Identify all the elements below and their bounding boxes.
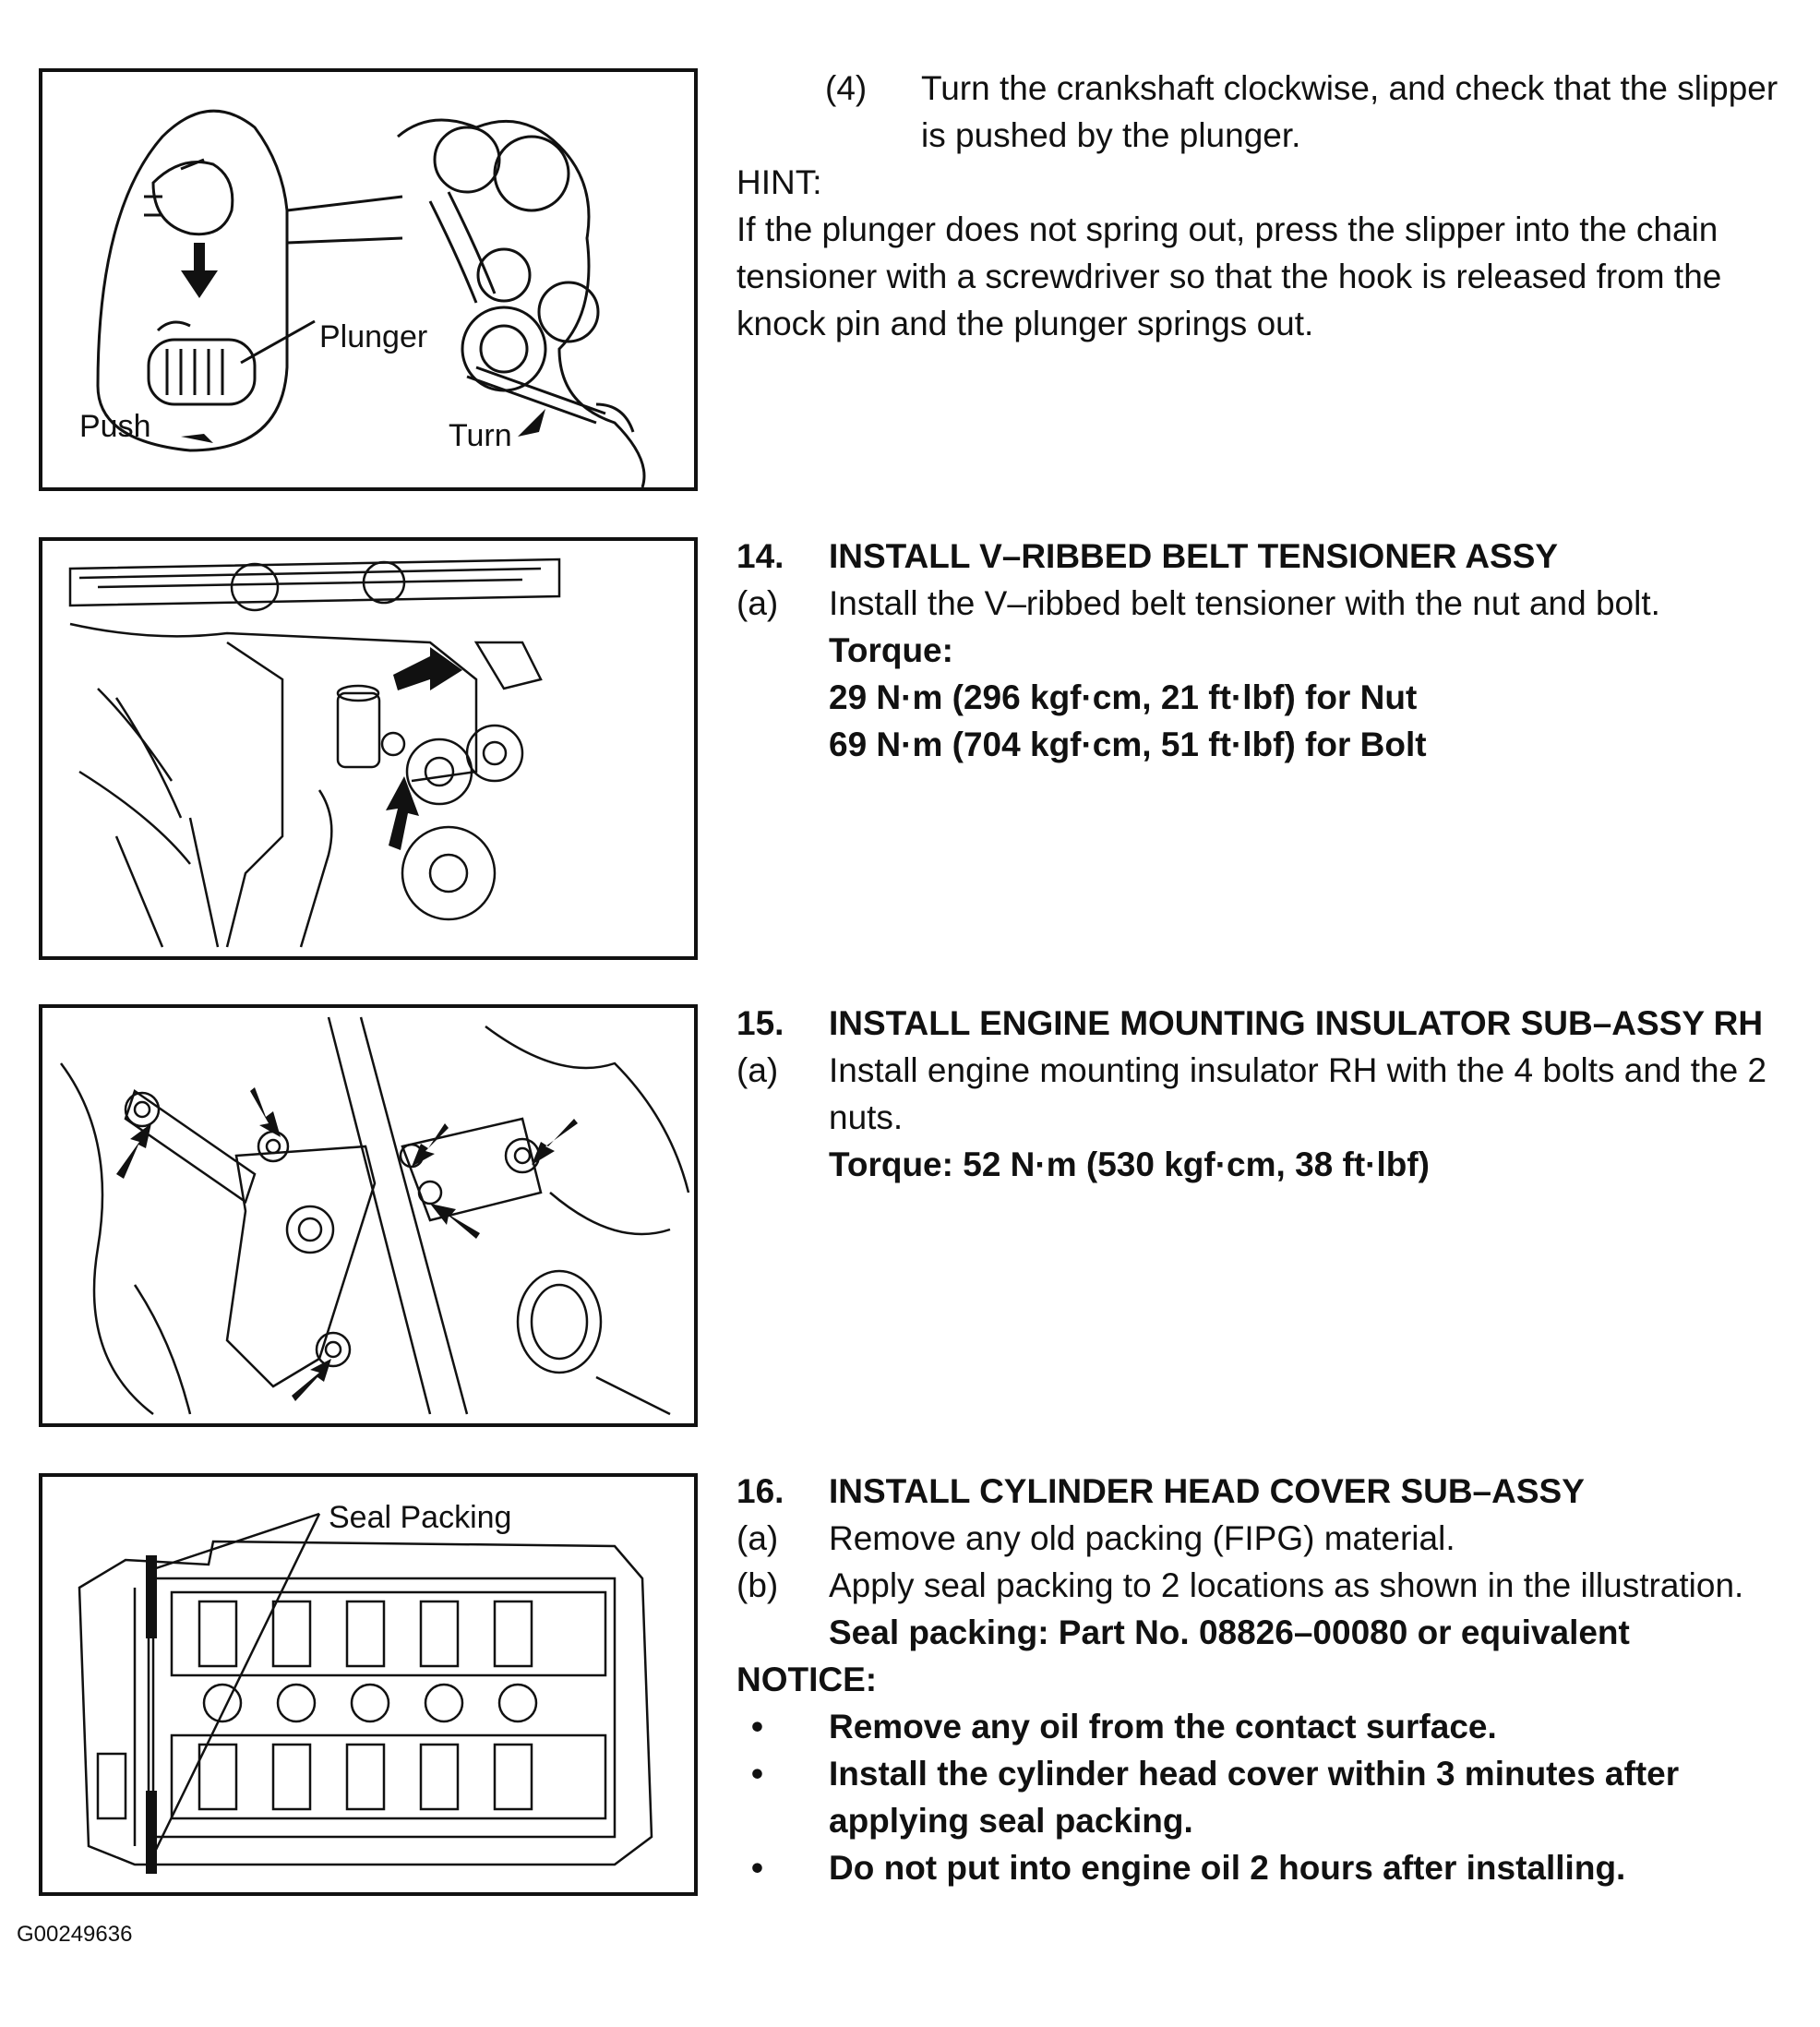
notice-bullet-3: • (751, 1849, 763, 1887)
section-15-title: INSTALL ENGINE MOUNTING INSULATOR SUB–ASSY RH (829, 1004, 1764, 1042)
cylinder-head-cover-illustration (42, 1477, 694, 1892)
section-15-torque: Torque: 52 N·m (530 kgf·cm, 38 ft·lbf) (829, 1145, 1431, 1183)
section-16-step-a-text: Remove any old packing (FIPG) material. (829, 1519, 1455, 1557)
section-14-title: INSTALL V–RIBBED BELT TENSIONER ASSY (829, 537, 1559, 575)
notice-bullet-1: • (751, 1708, 763, 1745)
notice-item-3: Do not put into engine oil 2 hours after installing. (829, 1849, 1626, 1887)
section-14-step-a-text: Install the V–ribbed belt tensioner with the nut and bolt. (829, 584, 1660, 622)
section-14-number: 14. (736, 537, 784, 575)
section-16-number: 16. (736, 1472, 784, 1510)
step-4-text: Turn the crankshaft clockwise, and check that the slipper is pushed by the plunger. (921, 69, 1778, 154)
section-15-step-a-label: (a) (736, 1051, 779, 1089)
figure-mounting-insulator (39, 1004, 698, 1427)
arrow-icon-4 (532, 1119, 578, 1165)
arrow-nut-icon (393, 647, 462, 690)
push-arrow-icon (181, 434, 213, 443)
section-15 (736, 1000, 1779, 1188)
figure1-label-turn: Turn (449, 418, 512, 453)
figure1-label-push: Push (79, 409, 151, 444)
section-16-title: INSTALL CYLINDER HEAD COVER SUB–ASSY (829, 1472, 1585, 1510)
section-14-step-a-label: (a) (736, 584, 779, 622)
notice-label: NOTICE: (736, 1661, 878, 1698)
notice-bullet-2: • (751, 1755, 763, 1793)
section-13-text (736, 65, 1779, 347)
step-4-number: (4) (825, 69, 868, 107)
section-15-number: 15. (736, 1004, 784, 1042)
torque-nut: 29 N·m (296 kgf·cm, 21 ft·lbf) for Nut (829, 678, 1418, 716)
hint-label: HINT: (736, 163, 822, 201)
section-16-step-b-label: (b) (736, 1566, 779, 1604)
figure-belt-tensioner (39, 537, 698, 960)
figure4-label-seal-packing: Seal Packing (329, 1500, 512, 1535)
notice-item-1: Remove any oil from the contact surface. (829, 1708, 1497, 1745)
torque-label: Torque: (829, 631, 953, 669)
chain-tensioner-illustration (42, 72, 694, 487)
section-14 (736, 533, 1779, 768)
arrow-icon-6 (292, 1359, 331, 1401)
seal-packing-mark-bottom (146, 1791, 157, 1874)
turn-arrow-icon (518, 409, 545, 437)
arrow-bolt-icon (386, 776, 419, 850)
arrow-down-icon (181, 243, 218, 298)
figure-chain-tensioner (39, 68, 698, 491)
section-16-step-a-label: (a) (736, 1519, 779, 1557)
hint-text: If the plunger does not spring out, press the slipper into the chain tensioner with a screwdriver so that the hook is released from the knock pin and the plunger springs out. (736, 210, 1722, 342)
belt-tensioner-illustration (42, 541, 694, 956)
figure1-label-plunger: Plunger (319, 319, 428, 354)
notice-item-2: Install the cylinder head cover within 3 minutes after applying seal packing. (829, 1755, 1680, 1840)
arrow-icon-2 (250, 1087, 281, 1137)
arrow-icon-1 (116, 1123, 151, 1179)
section-16-step-b-text: Apply seal packing to 2 locations as shown in the illustration. (829, 1566, 1744, 1604)
seal-packing-spec: Seal packing: Part No. 08826–00080 or equivalent (829, 1613, 1630, 1651)
seal-packing-mark-top (146, 1555, 157, 1638)
figure-cylinder-head-cover (39, 1473, 698, 1896)
section-15-step-a-text: Install engine mounting insulator RH with the 4 bolts and the 2 nuts. (829, 1051, 1767, 1136)
document-id: G00249636 (17, 1922, 133, 1947)
torque-bolt: 69 N·m (704 kgf·cm, 51 ft·lbf) for Bolt (829, 726, 1427, 763)
mounting-insulator-illustration (42, 1008, 694, 1423)
section-16 (736, 1468, 1779, 1891)
